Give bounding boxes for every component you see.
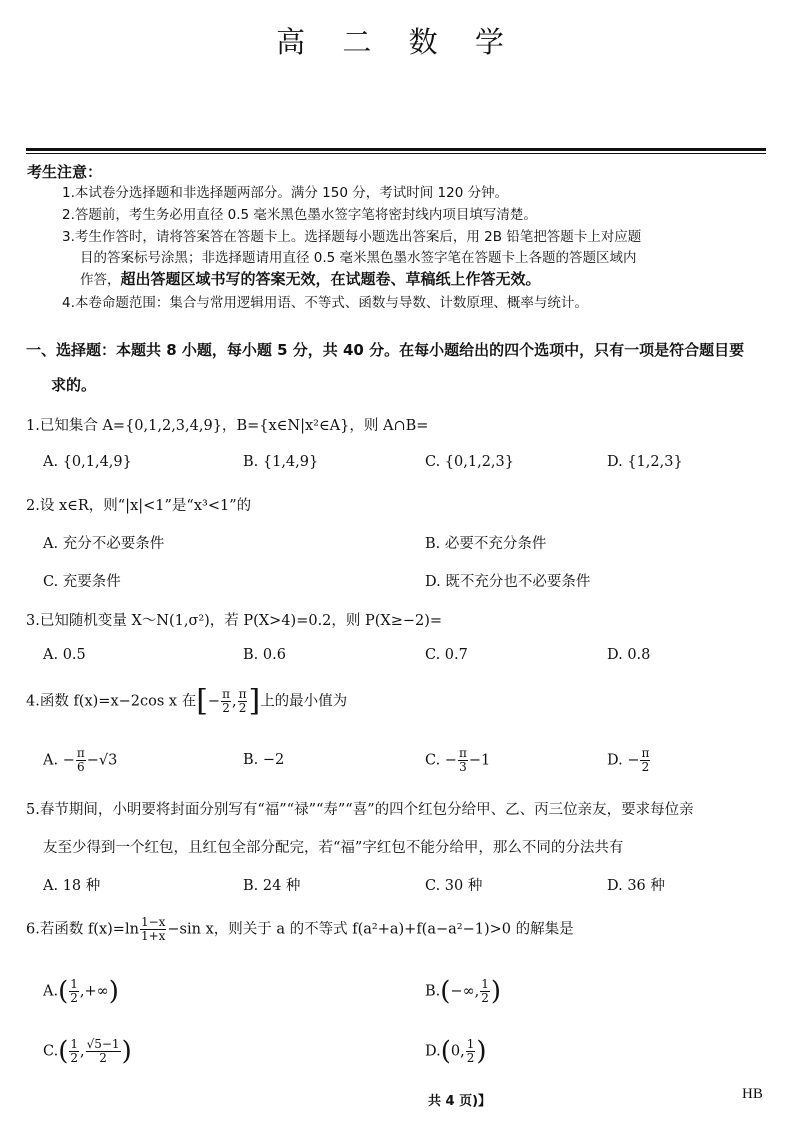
q4-stem-a: 4.函数 f(x)=x−2cos x 在 <box>26 693 197 710</box>
q6-c-half-den: 2 <box>70 1051 78 1065</box>
q6-a-half-num: 1 <box>70 977 78 991</box>
q4-two-a: 2 <box>222 701 230 715</box>
q1-option-b: B. {1,4,9} <box>243 454 319 470</box>
q6-d-lparen: ( <box>440 1036 451 1067</box>
q4-two-b: 2 <box>238 701 247 715</box>
q6-d-half-num: 1 <box>466 1037 475 1051</box>
q4-interval-minus: − <box>207 693 221 710</box>
q6-a-half <box>69 978 79 1005</box>
q1-stem-b: A={0,1,2,3,4,9}， <box>102 418 237 434</box>
q6-frac-num: 1−x <box>140 915 166 929</box>
q1-stem-a: 1.已知集合 <box>26 418 103 434</box>
q6-b-rparen: ) <box>490 976 502 1007</box>
q4-interval-sep: , <box>231 693 237 710</box>
q1-option-d: D. {1,2,3} <box>607 454 683 470</box>
q4-a-frac <box>76 747 86 774</box>
q1-option-a: A. {0,1,4,9} <box>43 454 132 470</box>
q3-option-d: D. 0.8 <box>607 647 651 663</box>
q6-option-d <box>425 1038 487 1065</box>
q2-option-c: C. 充要条件 <box>43 574 121 590</box>
question-1 <box>26 414 428 435</box>
exam-code: HB <box>742 1086 763 1102</box>
q6-d-left: 0, <box>450 1043 465 1060</box>
q4-a-pi: π <box>76 746 85 760</box>
q6-log-frac <box>140 916 166 943</box>
q4-c-prefix: C. − <box>425 752 457 769</box>
question-4 <box>26 683 348 719</box>
notice-item-3: 3.考生作答时，请将答案答在答题卡上。选择题每小题选出答案后，用 2B 铅笔把答题卡上对应题 <box>62 229 642 245</box>
notice-warning: 超出答题区域书写的答案无效，在试题卷、草稿纸上作答无效。 <box>120 270 541 288</box>
section-heading-line2: 求的。 <box>51 376 97 394</box>
q5-option-b: B. 24 种 <box>243 878 301 894</box>
notice-item-2: 2.答题前，考生务必用直径 0.5 毫米黑色墨水签字笔将密封线内项目填写清楚。 <box>62 207 537 223</box>
q6-c-frac <box>86 1038 121 1065</box>
notice-item-3-cont: 目的答案标号涂黑；非选择题请用直径 0.5 毫米黑色墨水签字笔在答题卡上各题的答题区域内 <box>80 250 637 266</box>
q6-a-label: A. <box>43 983 59 1000</box>
q6-c-rparen: ) <box>121 1036 132 1067</box>
q1-stem-c: B={x∈N|x²∈A}， <box>236 418 364 434</box>
q6-a-half-den: 2 <box>70 991 78 1005</box>
question-6 <box>26 916 574 943</box>
q6-c-half-num: 1 <box>70 1037 78 1051</box>
q4-pi-b: π <box>238 687 247 701</box>
q2-option-a: A. 充分不必要条件 <box>43 536 165 552</box>
q6-b-half-num: 1 <box>481 977 489 991</box>
question-5-line1: 5.春节期间，小明要将封面分别写有“福”“禄”“寿”“喜”的四个红包分给甲、乙、丙三位亲友，要求每位亲 <box>26 802 694 818</box>
q6-option-a <box>43 978 119 1005</box>
q6-c-den: 2 <box>99 1051 107 1065</box>
q6-a-rparen: ) <box>108 976 119 1007</box>
q1-stem-d: 则 A∩B= <box>363 418 429 434</box>
q2-option-b: B. 必要不充分条件 <box>425 536 547 552</box>
notice-item-3-end <box>80 269 541 290</box>
q6-b-half-den: 2 <box>481 991 489 1005</box>
notice-heading: 考生注意： <box>27 163 103 181</box>
q4-c-den: 3 <box>459 760 467 774</box>
q6-b-lparen: ( <box>440 976 451 1007</box>
q4-option-b: B. −2 <box>243 752 285 768</box>
q6-b-half <box>480 978 490 1005</box>
page-count: 共 4 页)】 <box>428 1094 492 1109</box>
q6-option-b <box>425 978 501 1005</box>
q4-d-den: 2 <box>641 760 650 774</box>
q4-c-pi: π <box>458 746 467 760</box>
q3-option-a: A. 0.5 <box>43 647 86 663</box>
q4-a-suffix: −√3 <box>86 752 118 769</box>
q6-c-sep: , <box>79 1043 85 1060</box>
q4-a-prefix: A. − <box>43 752 75 769</box>
q4-d-prefix: D. − <box>607 752 640 769</box>
header-rule-thin <box>26 153 766 154</box>
q6-d-label: D. <box>425 1043 441 1060</box>
question-2: 2.设 x∈R，则“|x|<1”是“x³<1”的 <box>26 498 252 514</box>
q6-a-lparen: ( <box>58 976 69 1007</box>
interval-left-bracket: [ <box>196 683 208 719</box>
q4-option-c <box>425 747 490 774</box>
q3-option-c: C. 0.7 <box>425 647 468 663</box>
q4-c-frac <box>458 747 468 774</box>
q6-stem-a: 6.若函数 f(x)=ln <box>26 921 139 938</box>
q4-option-a <box>43 747 117 774</box>
page-title: 高 二 数 学 <box>276 25 518 59</box>
q6-c-lparen: ( <box>58 1036 69 1067</box>
question-3: 3.已知随机变量 X～N(1,σ²)，若 P(X>4)=0.2，则 P(X≥−2)= <box>26 613 443 629</box>
q5-option-d: D. 36 种 <box>607 878 665 894</box>
q4-interval-right-frac <box>238 688 248 715</box>
interval-right-bracket: ] <box>248 683 261 719</box>
q4-option-d <box>607 747 651 774</box>
q6-d-half-den: 2 <box>466 1051 475 1065</box>
q4-a-den: 6 <box>76 760 85 774</box>
section-heading-line1: 一、选择题：本题共 8 小题，每小题 5 分，共 40 分。在每小题给出的四个选项中，只有一项是符合题目要 <box>26 341 745 359</box>
notice-item-3-end-text: 作答， <box>80 272 121 288</box>
q4-d-pi: π <box>641 746 650 760</box>
q6-c-num: √5−1 <box>86 1037 120 1051</box>
q6-b-left: −∞, <box>450 983 480 1000</box>
q4-stem-b: 上的最小值为 <box>260 693 348 710</box>
q6-b-label: B. <box>425 983 441 1000</box>
q5-option-a: A. 18 种 <box>43 878 101 894</box>
q6-c-half <box>69 1038 79 1065</box>
q4-c-suffix: −1 <box>468 752 491 769</box>
q4-interval-left-frac <box>221 688 231 715</box>
q6-c-label: C. <box>43 1043 59 1060</box>
header-rule-thick <box>26 148 766 151</box>
q6-a-right: ,+∞ <box>79 983 109 1000</box>
notice-item-4: 4.本卷命题范围：集合与常用逻辑用语、不等式、函数与导数、计数原理、概率与统计。 <box>62 295 588 311</box>
q1-option-c: C. {0,1,2,3} <box>425 454 514 470</box>
q6-d-rparen: ) <box>476 1036 487 1067</box>
q2-option-d: D. 既不充分也不必要条件 <box>425 574 591 590</box>
q3-option-b: B. 0.6 <box>243 647 286 663</box>
q6-frac-den: 1+x <box>140 929 166 943</box>
question-5-line2: 友至少得到一个红包，且红包全部分配完，若“福”字红包不能分给甲，那么不同的分法共有 <box>43 840 624 856</box>
q4-d-frac <box>640 747 650 774</box>
q6-stem-b: −sin x，则关于 a 的不等式 f(a²+a)+f(a−a²−1)>0 的解集是 <box>167 921 574 938</box>
q5-option-c: C. 30 种 <box>425 878 483 894</box>
notice-item-1: 1.本试卷分选择题和非选择题两部分。满分 150 分，考试时间 120 分钟。 <box>62 185 509 201</box>
q6-d-half <box>466 1038 476 1065</box>
q6-option-c <box>43 1038 132 1065</box>
q4-pi-a: π <box>222 687 230 701</box>
